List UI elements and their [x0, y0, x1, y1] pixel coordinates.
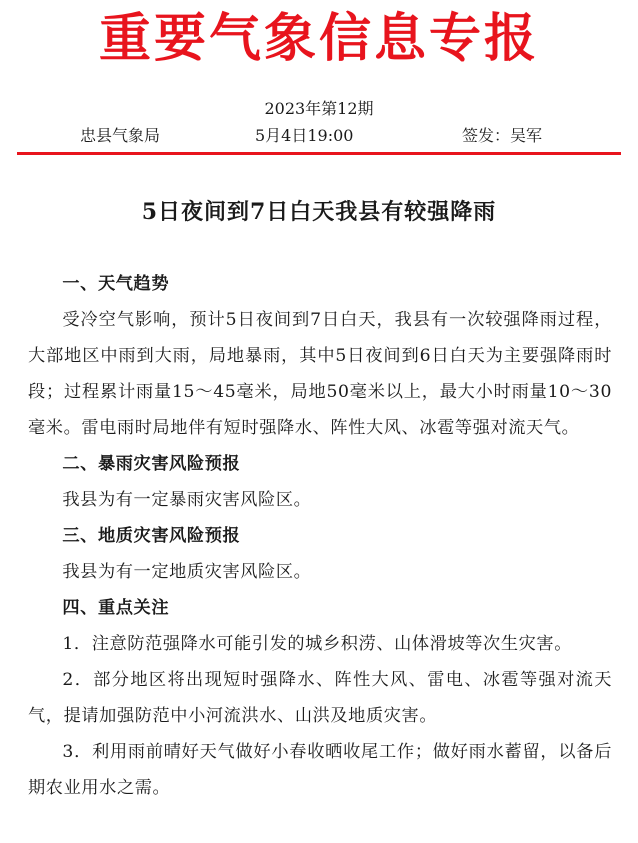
- section-heading: 一、天气趋势: [62, 274, 170, 294]
- section-heading: 四、重点关注: [62, 598, 170, 618]
- issue-datetime: 5月4日19:00: [255, 126, 354, 145]
- meta-row: [0, 124, 638, 148]
- red-divider: [17, 152, 621, 155]
- section-paragraph: 我县为有一定地质灾害风险区。: [62, 562, 312, 582]
- issuer: 忠县气象局: [80, 126, 161, 145]
- signer: 签发：吴军: [462, 126, 543, 145]
- document-headline: 5日夜间到7日白天我县有较强降雨: [141, 199, 497, 225]
- document-body: [28, 266, 612, 806]
- issue-number: 2023年第12期: [264, 99, 374, 118]
- section-heading: 二、暴雨灾害风险预报: [62, 454, 241, 474]
- section-paragraph: 3．利用雨前晴好天气做好小春收晒收尾工作；做好雨水蓄留，以备后期农业用水之需。: [28, 742, 612, 798]
- section-paragraph: 受冷空气影响，预计5日夜间到7日白天，我县有一次较强降雨过程，大部地区中雨到大雨，局地暴雨，其中5日夜间到6日白天为主要强降雨时段；过程累计雨量15～45毫米，局地50毫米以上，最大小时雨量10～30毫米。雷电雨时局地伴有短时强降水、阵性大风、冰雹等强对流天气。: [28, 310, 612, 438]
- section-paragraph: 2．部分地区将出现短时强降水、阵性大风、雷电、冰雹等强对流天气，提请加强防范中小河流洪水、山洪及地质灾害。: [28, 670, 612, 726]
- section-paragraph: 我县为有一定暴雨灾害风险区。: [62, 490, 312, 510]
- section-paragraph: 1．注意防范强降水可能引发的城乡积涝、山体滑坡等次生灾害。: [62, 634, 572, 654]
- section-heading: 三、地质灾害风险预报: [62, 526, 241, 546]
- masthead-title: 重要气象信息专报: [98, 8, 539, 69]
